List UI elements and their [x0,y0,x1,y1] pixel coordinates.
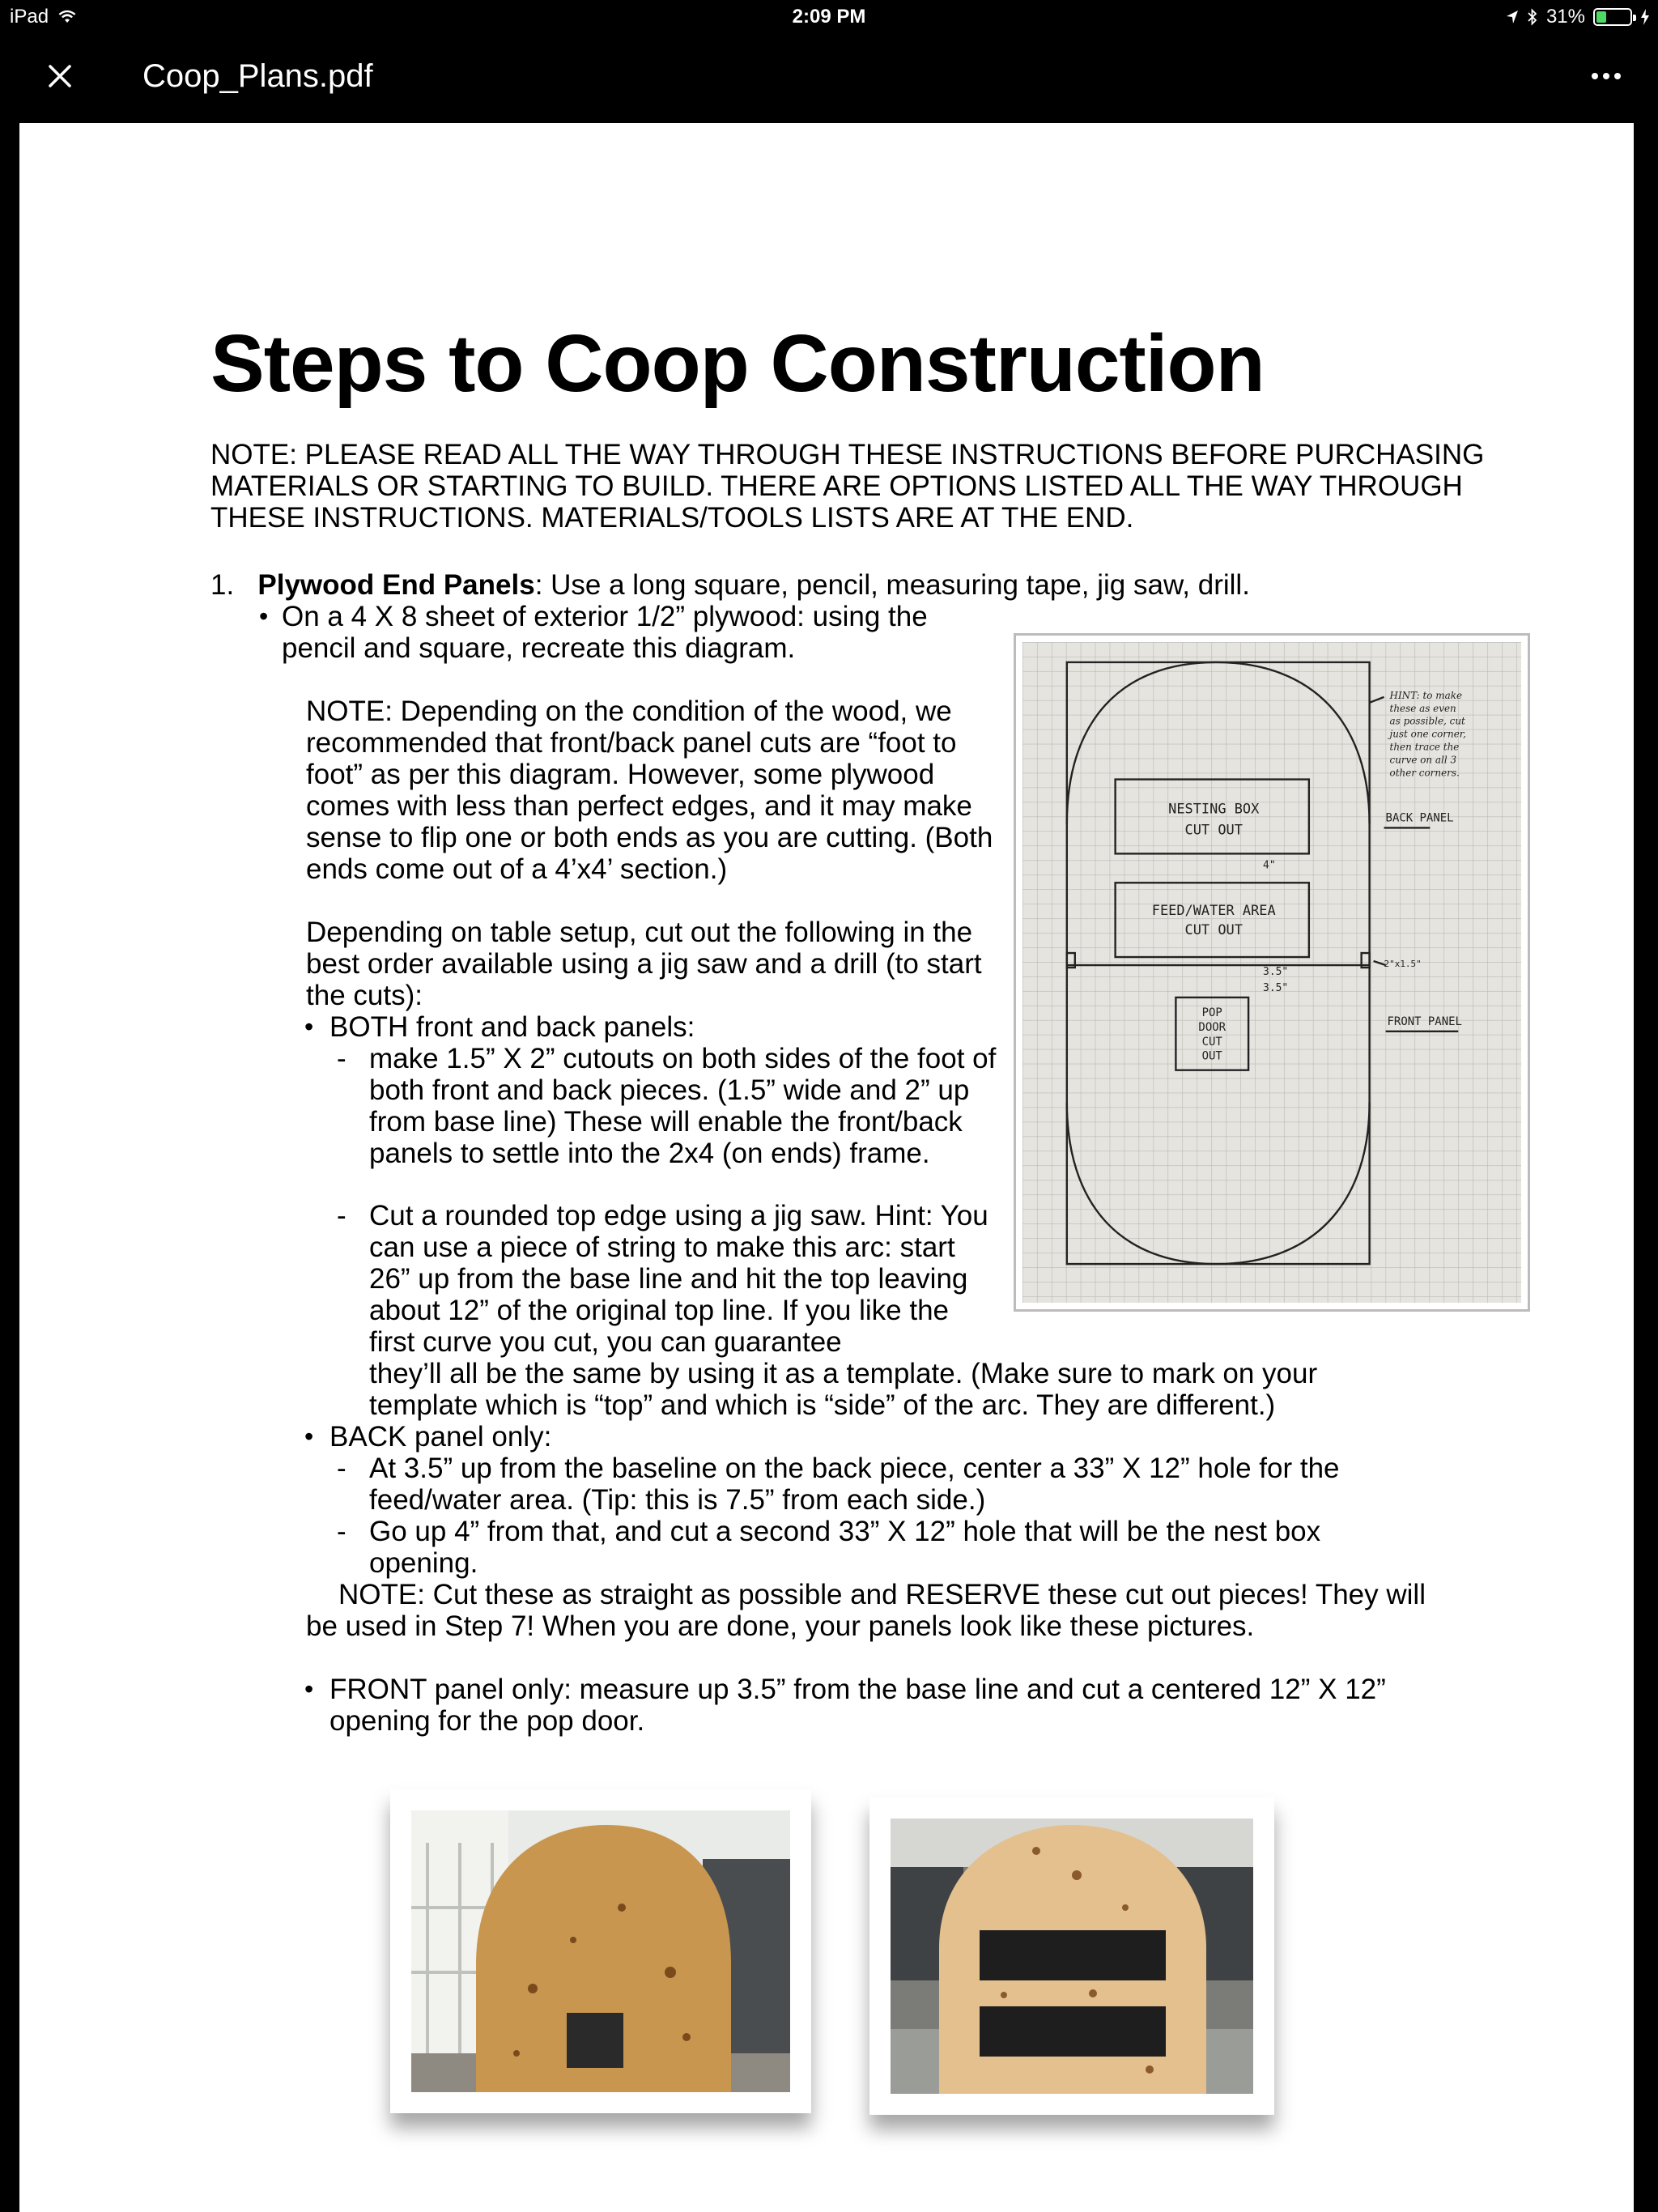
diagram-back-panel: BACK PANEL [1385,811,1454,825]
bullet: • [304,1012,314,1041]
diagram-feed-label: FEED/WATER AREA [1151,902,1276,919]
diagram-hint-6: curve on all 3 [1389,754,1457,766]
close-icon [48,64,72,88]
device-label: iPad [10,6,49,28]
diagram-pop-2: DOOR [1198,1020,1226,1034]
diagram-hint-5: then trace the [1389,741,1460,753]
both-panels-label: BOTH front and back panels: [329,1011,695,1043]
front-only-text: FRONT panel only: measure up 3.5” from the base line and cut a centered 12” X 12” opening for the pop door. [329,1674,1386,1737]
diagram-hint-7: other corners. [1389,767,1460,779]
bullet-sheet: On a 4 X 8 sheet of exterior 1/2” plywood: using the pencil and square, recreate this diagram. [282,601,928,664]
dash: - [337,1453,346,1484]
back-only-label: BACK panel only: [329,1421,552,1453]
diagram-pop-1: POP [1201,1006,1222,1019]
back-nest-text: Go up 4” from that, and cut a second 33” X 12” hole that will be the nest box opening. [369,1516,1321,1579]
bullet: • [304,1674,314,1704]
dash: - [337,1516,346,1547]
back-feed-text: At 3.5” up from the baseline on the back piece, center a 33” X 12” hole for the feed/water area. (Tip: this is 7.5” from each side.) [369,1453,1340,1516]
note-reserve: NOTE: Cut these as straight as possible and RESERVE these cut out pieces! They will be used in Step 7! When you are done, your panels look like these pictures. [306,1579,1426,1642]
charging-icon [1640,9,1650,25]
note-top: NOTE: PLEASE READ ALL THE WAY THROUGH THESE INSTRUCTIONS BEFORE PURCHASING MATERIALS OR STARTING TO BUILD. THERE ARE OPTIONS LISTED ALL THE WAY THROUGH THESE INSTRUCTIONS. MATERIALS/TOOLS LISTS ARE AT THE END. [210,439,1485,534]
diagram-dim-35a: 3.5" [1263,965,1289,978]
bullet: • [304,1422,314,1451]
diagram-hint-1: HINT: to make [1389,689,1463,701]
diagram-pop-3: CUT [1201,1035,1222,1049]
back-panel-image [891,1819,1253,2094]
step-1-heading [210,569,1250,601]
bullet: • [259,602,269,631]
diagram-hint-4: just one corner, [1389,728,1466,740]
battery-level [1596,11,1606,23]
diagram-front-panel: FRONT PANEL [1387,1015,1462,1028]
bluetooth-icon [1527,8,1538,26]
page-heading: Steps to Coop Construction [210,318,1265,409]
document-title: Coop_Plans.pdf [142,58,373,94]
diagram-dim-side: 2"x1.5" [1384,959,1422,970]
pdf-page [19,123,1634,2212]
diagram-dim-4: 4" [1263,859,1276,872]
step-title: Plywood End Panels [257,569,535,601]
panel-diagram [1022,642,1521,1303]
battery-percent: 31% [1545,6,1585,28]
diagram-hint-3: as possible, cut [1389,715,1465,727]
status-right [1506,6,1650,28]
back-panel-photo [869,1797,1274,2115]
diagram-nesting-label-2: CUT OUT [1184,821,1243,838]
diagram-dim-35b: 3.5" [1263,981,1289,994]
app-toolbar [0,34,1658,120]
dash: - [337,1200,346,1231]
rounded-edge-text: Cut a rounded top edge using a jig saw. Hint: You can use a piece of string to make this arc: start 26” up from the base line and hit the top leaving about 12” of the original top line. If you like the first curve you cut, you can guarantee [369,1200,988,1358]
more-options-button[interactable] [1582,53,1630,99]
step-number: 1. [210,569,235,601]
pdf-viewer[interactable] [0,120,1658,2212]
dash: - [337,1043,346,1074]
step-tools: : Use a long square, pencil, measuring tape, jig saw, drill. [534,569,1250,601]
panel-diagram-image [1014,633,1530,1312]
status-time: 2:09 PM [792,6,866,28]
status-bar [0,0,1658,34]
diagram-feed-label-2: CUT OUT [1184,921,1243,938]
rounded-edge-text-cont: they’ll all be the same by using it as a template. (Make sure to mark on your template which is “top” and which is “side” of the arc. They are different.) [369,1358,1318,1421]
diagram-hint-2: these as even [1389,702,1456,714]
front-panel-image [411,1810,790,2092]
location-icon [1506,10,1519,24]
diagram-pop-4: OUT [1201,1049,1222,1063]
cutouts-text: make 1.5” X 2” cutouts on both sides of the foot of both front and back pieces. (1.5” wide and 2” up from base line) These will enable the front/back panels to settle into the 2x4 (on ends) frame. [369,1043,997,1169]
more-icon [1592,73,1598,79]
depending-paragraph: Depending on table setup, cut out the following in the best order available using a jig saw and a drill (to start the cuts): [306,917,982,1011]
diagram-nesting-label: NESTING BOX [1168,800,1260,817]
front-panel-photo [390,1789,811,2113]
note-foot-to-foot: NOTE: Depending on the condition of the wood, we recommended that front/back panel cuts are “foot to foot” as per this diagram. However, some plywood comes with less than perfect edges, and it may make sense to flip one or both ends as you are cutting. (Both ends come out of a 4’x4’ section.) [306,696,993,885]
battery-icon [1593,8,1632,26]
close-button[interactable] [37,53,83,99]
